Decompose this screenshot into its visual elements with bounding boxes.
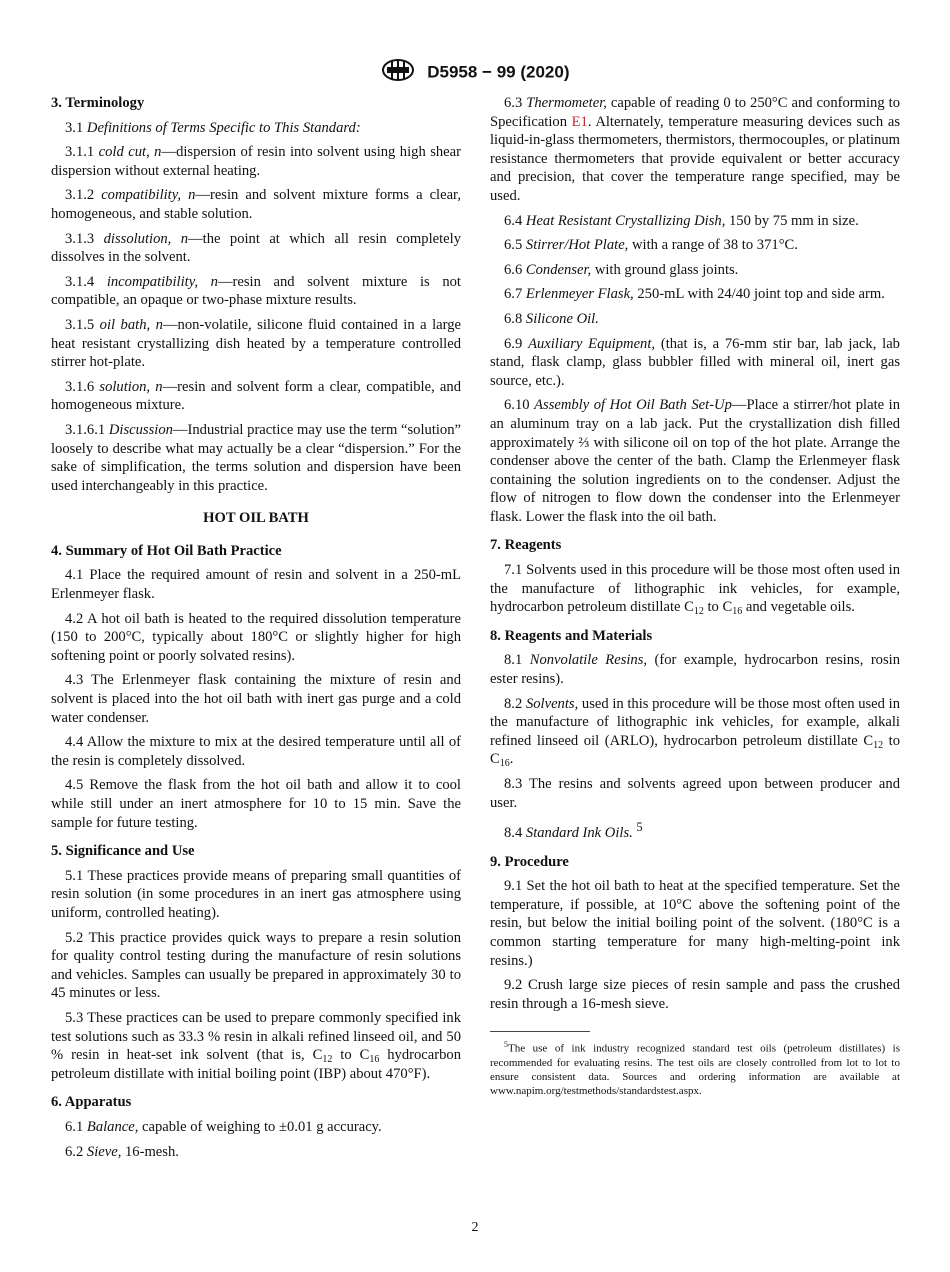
para-6-6: 6.6 Condenser, with ground glass joints. (504, 261, 739, 278)
para-5-1: 5.1 These practices provide means of preparing small quantities of resin solution (in some procedures in an inert gas atmosphere using uniform, controlled heating). (51, 867, 461, 921)
para-3-1-5: 3.1.5 oil bath, n—non-volatile, silicone fluid contained in a large heat resistant crystallizing dish heated by a temperature controlled stirrer hot-plate. (51, 316, 461, 371)
para-4-2: 4.2 A hot oil bath is heated to the required dissolution temperature (150 to 200°C, typically about 180°C or slightly higher for high softening point or poorly solvated resins). (51, 610, 461, 664)
footnote-ref-5[interactable]: 5 (636, 820, 643, 835)
left-column (51, 94, 461, 1167)
para-6-1: 6.1 Balance, capable of weighing to ±0.01 g accuracy. (65, 1118, 382, 1135)
section-5-title: 5. Significance and Use (51, 843, 195, 860)
page-number: 2 (471, 1220, 479, 1235)
para-3-1-4: 3.1.4 incompatibility, n—resin and solvent mixture is not compatible, an opaque or two-phase mixture results. (51, 273, 461, 309)
para-8-1: 8.1 Nonvolatile Resins, (for example, hydrocarbon resins, rosin ester resins). (490, 652, 901, 688)
right-column (490, 94, 900, 1098)
para-3-1: 3.1 Definitions of Terms Specific to This Standard: (65, 119, 361, 136)
para-7-1: 7.1 Solvents used in this procedure will be those most often used in the manufacture of lithographic ink vehicles, for example, hydrocarbon petroleum distillate $C_{12}$ to $C_{16}$ and vegetable oils. (490, 562, 900, 618)
para-9-1: 9.1 Set the hot oil bath to heat at the specified temperature. Set the temperature, if possible, at 10°C above the softening point of the resin, but below the initial boiling point of the solvent. (180°C is a common starting temperature for many high-melting-point ink resins.) (490, 878, 900, 969)
page-header (0, 58, 950, 87)
para-8-2: 8.2 Solvents, used in this procedure will be those most often used in the manufacture of lithographic ink vehicles, for example, alkali refined linseed oil (ARLO), hydrocarbon petroleum distillate $C_{12}$ to $C_{16}$. (490, 695, 900, 770)
para-9-2: 9.2 Crush large size pieces of resin sample and pass the crushed resin through a 16-mesh sieve. (490, 977, 900, 1012)
footnote-5: $^5$The use of ink industry recognized standard test oils (petroleum distillates) is recommended for evaluating resins. The test oils are closely controlled from lot to lot to ensure consistent data. Sources and ordering information are available at www.napim.org/testmethods/standardstest.aspx. (490, 1040, 900, 1098)
para-6-5: 6.5 Stirrer/Hot Plate, with a range of 38 to 371°C. (504, 237, 798, 254)
section-9-title: 9. Procedure (490, 853, 569, 870)
section-7-title: 7. Reagents (490, 537, 562, 554)
para-4-3: 4.3 The Erlenmeyer flask containing the mixture of resin and solvent is placed into the hot oil bath with inert gas purge and a cold water condenser. (51, 672, 461, 726)
section-8-title: 8. Reagents and Materials (490, 627, 653, 644)
para-3-1-6-1: 3.1.6.1 Discussion—Industrial practice may use the term “solution” loosely to describe what may actually be a clear “dispersion.” For the sake of simplification, the terms solution and dispersion have been used interchangeably in this practice. (51, 421, 461, 494)
para-8-3: 8.3 The resins and solvents agreed upon between producer and user. (490, 776, 900, 811)
section-4-title: 4. Summary of Hot Oil Bath Practice (51, 542, 282, 559)
para-8-4: 8.4 Standard Ink Oils. $^5$ (504, 820, 643, 842)
para-4-1: 4.1 Place the required amount of resin and solvent in a 250-mL Erlenmeyer flask. (51, 567, 461, 603)
para-6-8: 6.8 Silicone Oil. (504, 310, 599, 327)
footnote-divider (490, 1031, 590, 1032)
designation: D5958 − 99 (2020) (427, 62, 570, 82)
para-4-4: 4.4 Allow the mixture to mix at the desired temperature until all of the resin is completely dissolved. (51, 734, 461, 769)
section-3-title: 3. Terminology (51, 95, 145, 111)
para-6-2: 6.2 Sieve, 16-mesh. (65, 1143, 179, 1160)
astm-logo-icon (381, 58, 415, 87)
section-6-title: 6. Apparatus (51, 1094, 132, 1111)
spec-e1-link[interactable]: E1 (571, 113, 588, 130)
para-5-2: 5.2 This practice provides quick ways to prepare a resin solution for quality control testing during the manufacture of resin solutions and vehicles. Samples can usually be prepared in approximately 30 to 45 minutes or less. (51, 929, 461, 1002)
para-6-9: 6.9 Auxiliary Equipment, (that is, a 76-mm stir bar, lab jack, lab stand, flask clamp, glass bubbler filled with mineral oil, inert gas source, etc.). (490, 335, 900, 389)
hot-oil-bath-heading: HOT OIL BATH (203, 510, 309, 527)
para-3-1-3: 3.1.3 dissolution, n—the point at which all resin completely dissolves in the solvent. (51, 230, 461, 266)
para-4-5: 4.5 Remove the flask from the hot oil bath and allow it to cool while still under an inert atmosphere for 10 to 15 min. Save the sample for future testing. (51, 777, 461, 831)
para-5-3: 5.3 These practices can be used to prepare commonly specified ink test solutions such as 33.3 % resin in alkali refined linseed oil, and 50 % resin in heat-set ink solvent (that is, $C_{12}$ to $C_{16}$ hydrocarbon petroleum distillate with initial boiling point (IBP) about 470°F). (51, 1009, 461, 1082)
para-6-7: 6.7 Erlenmeyer Flask, 250-mL with 24/40 joint top and side arm. (504, 286, 885, 303)
para-3-1-6: 3.1.6 solution, n—resin and solvent form a clear, compatible, and homogeneous mixture. (51, 378, 461, 414)
para-6-10: 6.10 Assembly of Hot Oil Bath Set-Up—Place a stirrer/hot plate in an aluminum tray on a lab jack. Put the crystallization dish filled approximately ⅔ with silicone oil on top of the hot plate. Arrange the condenser above the center of the bath. Clamp the Erlenmeyer flask containing the solution ingredients on to the condenser. Adjust the flow of nitrogen to flow down the condenser into the Erlenmeyer flask. Lower the flask into the oil bath. (490, 397, 901, 525)
para-6-4: 6.4 Heat Resistant Crystallizing Dish, 150 by 75 mm in size. (504, 212, 859, 229)
para-3-1-2: 3.1.2 compatibility, n—resin and solvent mixture forms a clear, homogeneous, and stable solution. (51, 187, 461, 222)
para-6-3: 6.3 Thermometer, capable of reading 0 to 250°C and conforming to Specification E1. Alternately, temperature measuring devices such as liquid-in-glass thermometers, thermistors, thermocouples, or platinum resistance thermometers that provide equivalent or better accuracy and precision, that cover the temperature range specified, may be used. (490, 95, 900, 204)
para-3-1-1: 3.1.1 cold cut, n—dispersion of resin into solvent using high shear dispersion without external heating. (51, 144, 461, 179)
